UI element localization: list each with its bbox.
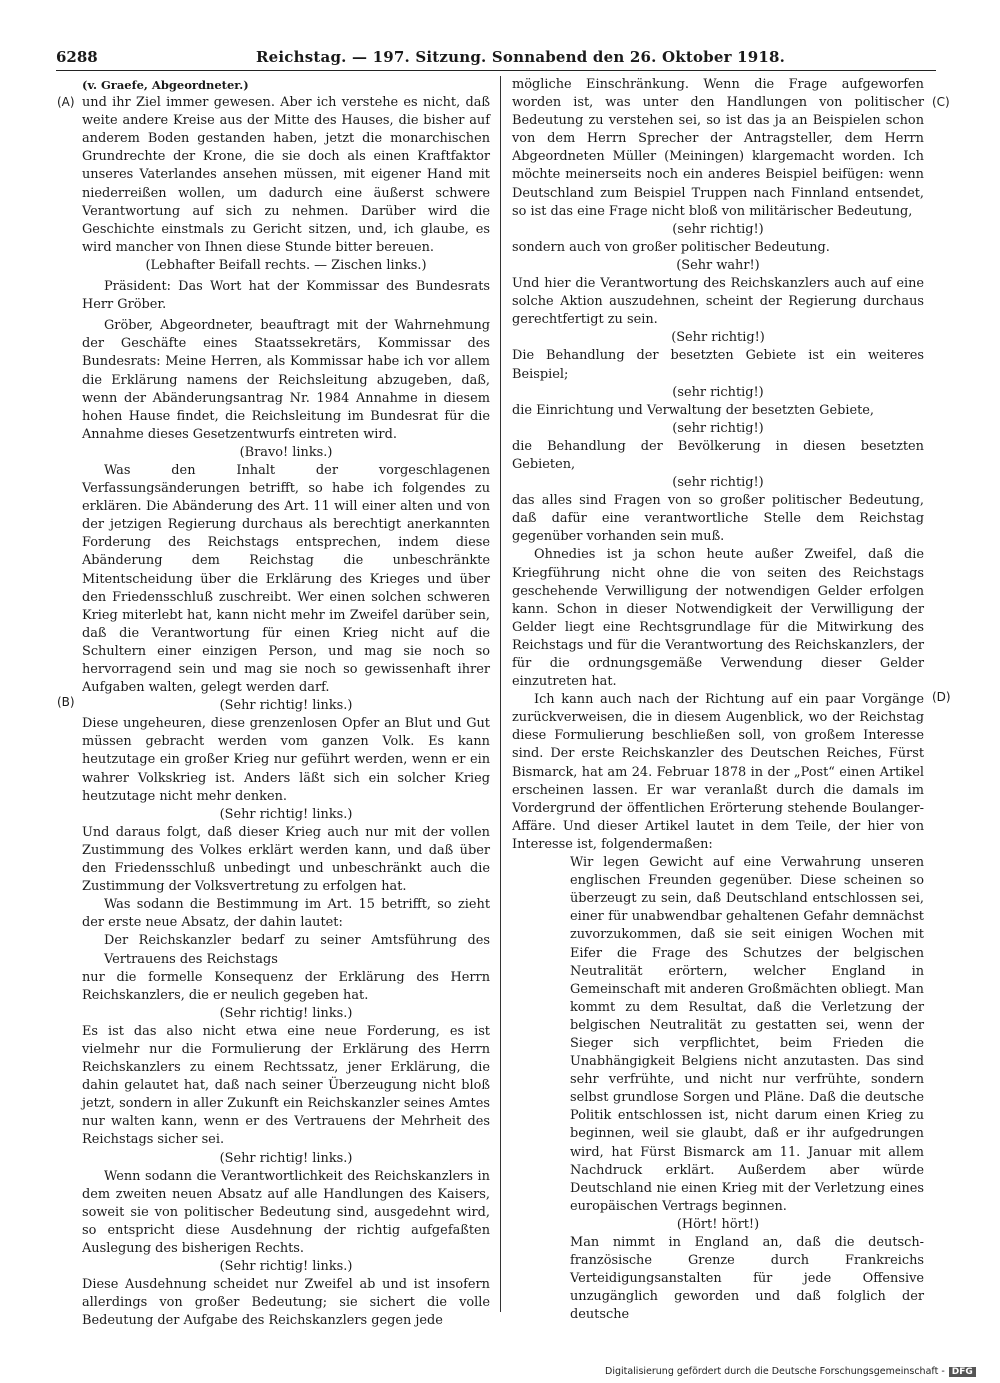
left-text-column	[82, 76, 490, 1330]
running-header	[56, 46, 936, 71]
interjection: (Sehr richtig! links.)	[219, 1259, 353, 1275]
interjection: (Hört! hört!)	[676, 1216, 760, 1232]
paragraph: Und hier die Verantwortung des Reichskanzlers auch auf eine solche Aktion auszudehnen, scheint der Regierung durchaus gerechtfertigt zu sein.	[512, 276, 924, 328]
interjection: (sehr richtig!)	[672, 384, 764, 400]
paragraph: Ohnedies ist ja schon heute außer Zweifel, daß die Kriegführung nicht ohne die von seiten des Reichstags geschehende Verwilligung der notwendigen Gelder erfolgen kann. Schon in dieser Notwendigkeit der Verwilligung der Gelder liegt eine Rechtsgrundlage für die Mitwirkung des Reichstags und für die Verantwortung des Reichskanzlers, der für die ordnungsgemäße Verwendung dieser Gelder einzutreten hat.	[512, 547, 924, 690]
paragraph: die Einrichtung und Verwaltung der besetzten Gebiete,	[512, 402, 875, 418]
interjection: (Sehr richtig!)	[671, 330, 765, 346]
quotation: Man nimmt in England an, daß die deutsch-französische Grenze durch Frankreichs Verteidigungsanstalten für jede Offensive unzugänglich geworden und daß folglich der deutsche	[570, 1235, 924, 1323]
paragraph: Diese ungeheuren, diese grenzenlosen Opfer an Blut und Gut müssen gebracht werden vom ganzen Volk. Es kann heutzutage ein großer Krieg nur geführt werden, wenn er ein wahrer Volkskrieg ist. Anders läßt sich ein solcher Krieg heutzutage nicht mehr denken.	[82, 716, 490, 804]
interjection: (Sehr richtig! links.)	[219, 806, 353, 822]
interjection: (Bravo! links.)	[239, 444, 333, 460]
interjection: (sehr richtig!)	[672, 221, 764, 237]
paragraph: Diese Ausdehnung scheidet nur Zweifel ab und ist insofern allerdings von großer Bedeutung; sie sichert die volle Bedeutung der Aufgabe des Reichskanzlers gegen jede	[82, 1277, 490, 1329]
interjection: (Lebhafter Beifall rechts. — Zischen links.)	[145, 257, 427, 273]
paragraph: Und daraus folgt, daß dieser Krieg auch nur mit der vollen Zustimmung des Volkes erklärt werden kann, und daß über den Friedensschluß unbedingt und unbeschränkt auch die Zustimmung der Volksvertretung zu erfolgen hat.	[82, 824, 490, 895]
paragraph: Präsident: Das Wort hat der Kommissar des Bundesrats Herr Gröber.	[82, 279, 490, 313]
interjection: (Sehr richtig! links.)	[219, 1150, 353, 1166]
interjection: (Sehr wahr!)	[676, 257, 760, 273]
footer-text: Digitalisierung gefördert durch die Deutsche Forschungsgemeinschaft -	[605, 1366, 945, 1377]
paragraph: sondern auch von großer politischer Bedeutung.	[512, 239, 830, 255]
dfg-logo: DFG	[949, 1367, 976, 1377]
paragraph: Was den Inhalt der vorgeschlagenen Verfassungsänderungen betrifft, so habe ich folgendes zu erklären. Die Abänderung des Art. 11 will einer alten und von der jetzigen Regierung durchaus als berechtigt anerkannten Forderung des Reichstags entsprechen, indem diese Abänderung dem Reichstag die unbeschränkte Mitentscheidung über die Erklärung des Krieges und über den Friedensschluß zuschreibt. Wer einen solchen schweren Krieg miterlebt hat, kann nicht mehr im Zweifel darüber sein, daß die Verantwortung für einen Krieg nicht auf die Schultern einer einzigen Person, und mag sie noch so hervorragend sein und mag sie noch so gewissenhaft ihrer Aufgaben walten, gelegt werden darf.	[82, 462, 490, 696]
interjection: (sehr richtig!)	[672, 420, 764, 436]
margin-marker-c: (C)	[932, 95, 950, 109]
right-text-column	[512, 76, 924, 1324]
margin-marker-a: (A)	[57, 95, 75, 109]
speaker-reference: (v. Graefe, Abgeordneter.)	[82, 78, 249, 92]
quotation: Wir legen Gewicht auf eine Verwahrung unseren englischen Freunden gegenüber. Diese scheinen so überzeugt zu sein, daß Deutschland entschlossen sei, einer für unabwendbar gehaltenen Gefahr demnächst zuvorzukommen, daß sie seit einigen Wochen mit Eifer die Frage des Schutzes der belgischen Neutralität erörtern, welcher England in Gemeinschaft mit anderen Großmächten obliegt. Man kommt zu dem Resultat, daß die Verletzung der belgischen Neutralität zu gestatten sei, wenn der Sieger sich verpflichtet, beim Frieden die Unabhängigkeit Belgiens nicht anzutasten. Das sind sehr verfrühte, und nicht nur verfrühte, sondern selbst grundlose Sorgen und Pläne. Daß die deutsche Politik entschlossen ist, nicht darum einen Krieg zu beginnen, weil sie glaubt, daß er ihr aufgedrungen wird, hat Fürst Bismarck am 11. Januar mit allem Nachdruck erklärt. Außerdem aber würde Deutschland nie einen Krieg mit der Verletzung eines europäischen Vertrags beginnen.	[570, 855, 924, 1214]
paragraph: Was sodann die Bestimmung im Art. 15 betrifft, so zieht der erste neue Absatz, der dahin lautet:	[82, 897, 490, 931]
paragraph: Gröber, Abgeordneter, beauftragt mit der Wahrnehmung der Geschäfte eines Staatssekretärs, Kommissar des Bundesrats: Meine Herren, als Kommissar habe ich vor allem die Erklärung namens der Reichsleitung abzugeben, daß, wenn der Abänderungsantrag Nr. 1984 Annahme in diesem hohen Hause findet, die Reichsleitung im Bundesrat für die Annahme dieses Gesetzentwurfs eintreten wird.	[82, 318, 490, 442]
paragraph: nur die formelle Konsequenz der Erklärung des Herrn Reichskanzlers, die er neulich gegeben hat.	[82, 969, 490, 1003]
paragraph: die Behandlung der Bevölkerung in diesen besetzten Gebieten,	[512, 438, 924, 472]
digitization-footer	[605, 1366, 976, 1377]
margin-marker-b: (B)	[57, 695, 75, 709]
paragraph: Ich kann auch nach der Richtung auf ein paar Vorgänge zurückverweisen, die in diesem Augenblick, wo der Reichstag diese Formulierung beschließen soll, von großem Interesse sind. Der erste Reichskanzler des Deutschen Reiches, Fürst Bismarck, hat am 24. Februar 1878 in der „Post“ einen Artikel erscheinen lassen. Er war veranlaßt durch die damals im Vordergrund der öffentlichen Erörterung stehende Boulanger-Affäre. Und dieser Artikel lautet in dem Teile, der hier von Interesse ist, folgendermaßen:	[512, 692, 924, 852]
paragraph: mögliche Einschränkung. Wenn die Frage aufgeworfen worden ist, was unter den Handlungen von politischer Bedeutung zu verstehen sei, so ist das ja an Beispielen schon von dem Herrn Sprecher der Antragsteller, dem Herrn Abgeordneten Müller (Meiningen) klargemacht worden. Ich möchte meinerseits noch ein anderes Beispiel beifügen: wenn Deutschland zum Beispiel Truppen nach Finnland entsendet, so ist das eine Frage nicht bloß von militärischer Bedeutung,	[512, 77, 924, 219]
quotation: Der Reichskanzler bedarf zu seiner Amtsführung des Vertrauens des Reichstags	[104, 933, 490, 967]
margin-marker-d: (D)	[932, 690, 951, 704]
column-divider	[500, 76, 501, 1312]
interjection: (Sehr richtig! links.)	[219, 1005, 353, 1021]
interjection: (Sehr richtig! links.)	[219, 698, 353, 714]
paragraph: Die Behandlung der besetzten Gebiete ist ein weiteres Beispiel;	[512, 348, 924, 382]
paragraph: das alles sind Fragen von so großer politischer Bedeutung, daß dafür eine verantwortliche Stelle dem Reichstag gegenüber vorhanden sein muß.	[512, 493, 924, 545]
interjection: (sehr richtig!)	[672, 475, 764, 491]
paragraph: und ihr Ziel immer gewesen. Aber ich verstehe es nicht, daß weite andere Kreise aus der Mitte des Hauses, die bisher auf anderem Boden gestanden haben, jetzt die monarchischen Grundrechte der Krone, die sie doch als einen Kraftfaktor unseres Vaterlandes ansehen müssen, mit eigener Hand mit niederreißen wollen, um dadurch eine äußerst schwere Verantwortung auf sich zu nehmen. Darüber wird die Geschichte einstmals zu Gericht sitzen, und, ich glaube, es wird mancher von Ihnen diese Stunde bitter bereuen.	[82, 95, 490, 255]
paragraph: Es ist das also nicht etwa eine neue Forderung, es ist vielmehr nur die Formulierung der Erklärung des Herrn Reichskanzlers zu einem Rechtssatz, jener Erklärung, die dahin gelautet hat, daß nach seiner Überzeugung nicht bloß jetzt, sondern in aller Zukunft ein Reichskanzler seines Amtes nur walten kann, wenn er des Vertrauens der Mehrheit des Reichstags sicher sei.	[82, 1023, 490, 1148]
page-number: 6288	[56, 48, 98, 66]
running-title: Reichstag. — 197. Sitzung. Sonnabend den 26. Oktober 1918.	[256, 48, 786, 66]
paragraph: Wenn sodann die Verantwortlichkeit des Reichskanzlers in dem zweiten neuen Absatz auf alle Handlungen des Kaisers, soweit sie von politischer Bedeutung sind, ausgedehnt wird, so entspricht diese Ausdehnung der richtig aufgefaßten Auslegung des bisherigen Rechts.	[82, 1168, 490, 1256]
